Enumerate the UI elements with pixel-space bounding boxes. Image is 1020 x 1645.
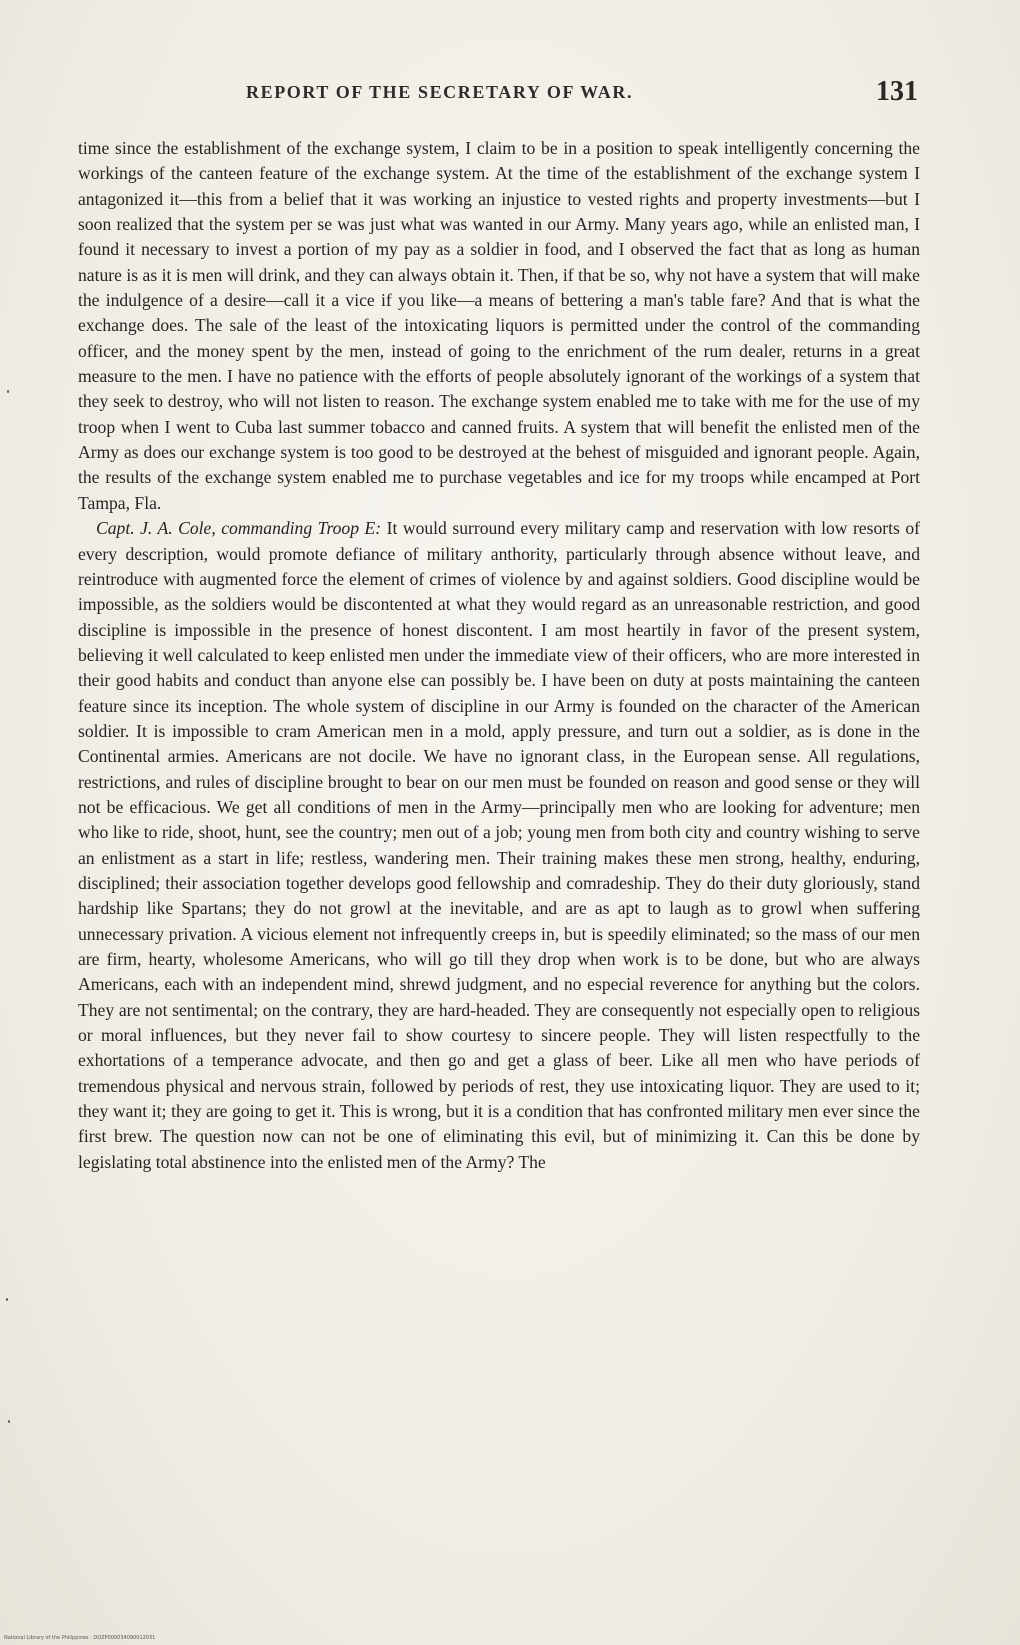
paragraph-1-text: time since the establishment of the exchange system, I claim to be in a position to speak intelligently concerning the workings of the canteen feature of the exchange system. At the time of the establishment of the exchange system I antagonized it—this from a belief that it was working an injustice to vested rights and property investments—but I soon realized that the system per se was just what was wanted in our Army. Many years ago, while an enlisted man, I found it necessary to invest a portion of my pay as a soldier in food, and I observed the fact that as long as human nature is as it is men will drink, and they can always obtain it. Then, if that be so, why not have a system that will make the indulgence of a desire—call it a vice if you like—a means of bettering a man's table fare? And that is what the exchange does. The sale of the least of the intoxicating liquors is permitted under the control of the commanding officer, and the money spent by the men, instead of going to the enrichment of the rum dealer, returns in a great measure to the men. I have no patience with the efforts of people absolutely ignorant of the workings of a system that they seek to destroy, who will not listen to reason. The exchange system enabled me to take with me for the use of my troop when I went to Cuba last summer tobacco and canned fruits. A system that will benefit the enlisted men of the Army as does our exchange system is too good to be destroyed at the behest of misguided and ignorant people. Again, the results of the exchange system enabled me to purchase vegetables and ice for my troops while encamped at Port Tampa, Fla. (78, 138, 920, 513)
running-header (78, 76, 918, 114)
body-text (78, 136, 920, 1175)
page-number: 131 (876, 76, 918, 107)
margin-speck (7, 390, 9, 393)
scan-footer: National Library of the Philippines · DOZP000034090012031 (4, 1635, 156, 1641)
paragraph-2-text: It would surround every military camp and reservation with low resorts of every description, would promote defiance of military anthority, particularly through absence without leave, and reintroduce with augmented force the element of crimes of violence by and against soldiers. Good discipline would be impossible, as the soldiers would be discontented at what they would regard as an unreasonable restriction, and good discipline is impossible in the presence of honest discontent. I am most heartily in favor of the present system, believing it well calculated to keep enlisted men under the immediate view of their officers, who are more interested in their good habits and conduct than anyone else can possibly be. I have been on duty at posts maintaining the canteen feature since its inception. The whole system of discipline in our Army is founded on the character of the American soldier. It is impossible to cram American men in a mold, apply pressure, and turn out a soldier, as is done in the Continental armies. Americans are not docile. We have no ignorant class, in the European sense. All regulations, restrictions, and rules of discipline brought to bear on our men must be founded on reason and good sense or they will not be efficacious. We get all conditions of men in the Army—principally men who are looking for adventure; men who like to ride, shoot, hunt, see the country; men out of a job; young men from both city and country wishing to serve an enlistment as a start in life; restless, wandering men. Their training makes these men strong, healthy, enduring, disciplined; their association together develops good fellowship and comradeship. They do their duty gloriously, stand hardship like Spartans; they do not growl at the inevitable, and are as apt to laugh as to growl when suffering unnecessary privation. A vicious element not infrequently creeps in, but is speedily eliminated; so the mass of our men are firm, hearty, wholesome Americans, who will go till they drop when work is to be done, but who are always Americans, each with an independent mind, shrewd judgment, and no especial reverence for anything but the colors. They are not sentimental; on the contrary, they are hard-headed. They are consequently not especially open to religious or moral influences, but they never fail to show courtesy to sincere people. They will listen respectfully to the exhortations of a temperance advocate, and then go and get a glass of beer. Like all men who have periods of tremendous physical and nervous strain, followed by periods of rest, they use intoxicating liquor. They are used to it; they want it; they are going to get it. This is wrong, but it is a condition that has confronted military men ever since the first brew. The question now can not be one of eliminating this evil, but of minimizing it. Can this be done by legislating total abstinence into the enlisted men of the Army? The (78, 518, 921, 1172)
paragraph-2-speaker: Capt. J. A. Cole, commanding Troop E: (96, 518, 382, 539)
paragraph-2 (78, 516, 920, 1175)
paragraph-1 (78, 136, 920, 516)
margin-speck (6, 1298, 8, 1301)
page-title: REPORT OF THE SECRETARY OF WAR. (246, 82, 634, 102)
margin-speck (8, 1420, 10, 1423)
